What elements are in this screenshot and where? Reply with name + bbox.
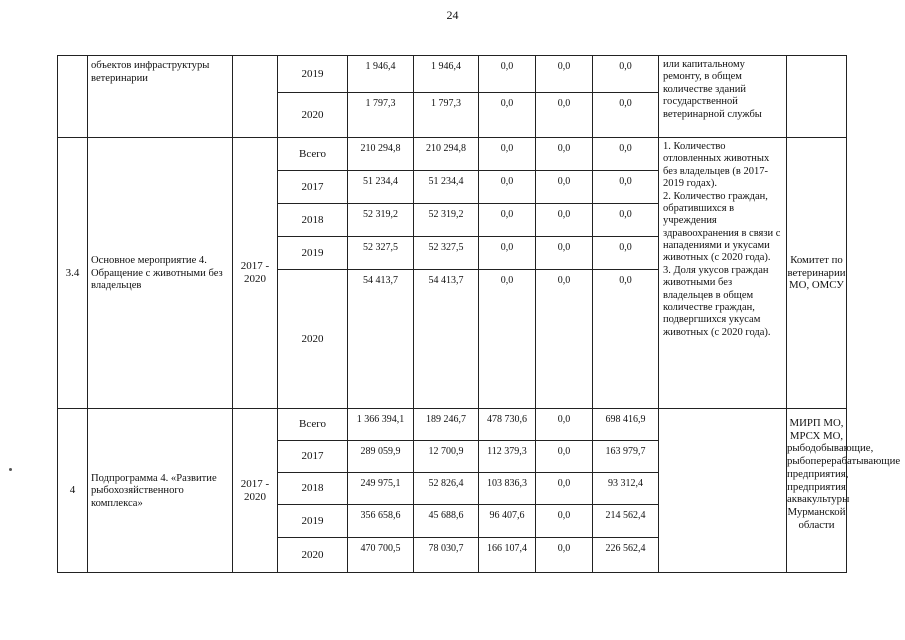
funding-value: 210 294,8 [348,138,414,171]
executor-text: Комитет по ветеринарии МО, ОМСУ [787,138,847,409]
funding-value: 0,0 [536,237,593,270]
funding-value: 0,0 [593,93,659,138]
funding-value: 1 797,3 [414,93,479,138]
funding-value: 1 366 394,1 [348,409,414,441]
table-row [58,138,847,171]
funding-value: 52 327,5 [414,237,479,270]
year-cell: 2020 [278,538,348,573]
funding-value: 1 946,4 [348,56,414,93]
funding-value: 0,0 [479,56,536,93]
activity-name: Подпрограмма 4. «Развитие рыбохозяйственного комплекса» [88,409,233,573]
year-cell: 2017 [278,441,348,473]
table-row [58,409,847,441]
funding-value: 52 826,4 [414,473,479,505]
year-cell: 2020 [278,93,348,138]
funding-value: 163 979,7 [593,441,659,473]
funding-value: 103 836,3 [479,473,536,505]
row-index: 4 [58,409,88,573]
year-cell: Всего [278,409,348,441]
indicators-text [659,409,787,573]
funding-value: 698 416,9 [593,409,659,441]
funding-value: 189 246,7 [414,409,479,441]
funding-value: 0,0 [479,171,536,204]
budget-table-body [58,56,901,573]
funding-value: 0,0 [536,138,593,171]
funding-value: 112 379,3 [479,441,536,473]
year-cell: Всего [278,138,348,171]
funding-value: 214 562,4 [593,505,659,538]
funding-value: 96 407,6 [479,505,536,538]
year-cell: 2018 [278,473,348,505]
funding-value: 0,0 [479,138,536,171]
funding-value: 478 730,6 [479,409,536,441]
implementation-period: 2017 - 2020 [233,409,278,573]
row-index: 3.4 [58,138,88,409]
funding-value: 470 700,5 [348,538,414,573]
year-cell: 2020 [278,270,348,409]
funding-value: 0,0 [536,171,593,204]
funding-value: 0,0 [479,204,536,237]
budget-table [57,55,901,573]
year-cell: 2018 [278,204,348,237]
funding-value: 1 946,4 [414,56,479,93]
funding-value: 166 107,4 [479,538,536,573]
funding-value: 0,0 [593,270,659,409]
funding-value: 0,0 [536,441,593,473]
funding-value: 0,0 [593,204,659,237]
indicators-text: или капитальному ремонту, в общем количестве зданий государственной ветеринарной службы [659,56,787,138]
funding-value: 210 294,8 [414,138,479,171]
funding-value: 0,0 [593,138,659,171]
funding-value: 51 234,4 [414,171,479,204]
funding-value: 54 413,7 [348,270,414,409]
funding-value: 289 059,9 [348,441,414,473]
funding-value: 356 658,6 [348,505,414,538]
year-cell: 2019 [278,505,348,538]
implementation-period: 2017 - 2020 [233,138,278,409]
table-row [58,56,847,93]
funding-value: 0,0 [593,171,659,204]
scan-speck [9,468,12,471]
funding-value: 0,0 [536,204,593,237]
funding-value: 0,0 [536,473,593,505]
executor-text: МИРП МО, МРСХ МО, рыбодобывающие, рыбоперерабатывающие предприятия, предприятия аквакультуры Мурманской области [787,409,847,573]
funding-value: 93 312,4 [593,473,659,505]
funding-value: 0,0 [593,56,659,93]
year-cell: 2019 [278,237,348,270]
year-cell: 2019 [278,56,348,93]
funding-value: 0,0 [536,56,593,93]
funding-value: 0,0 [479,237,536,270]
funding-value: 1 797,3 [348,93,414,138]
funding-value: 12 700,9 [414,441,479,473]
activity-name: объектов инфраструктуры ветеринарии [88,56,233,138]
implementation-period [233,56,278,138]
funding-value: 0,0 [536,93,593,138]
funding-value: 52 319,2 [348,204,414,237]
funding-value: 54 413,7 [414,270,479,409]
funding-value: 0,0 [536,270,593,409]
row-index [58,56,88,138]
funding-value: 0,0 [536,538,593,573]
funding-value: 0,0 [536,505,593,538]
funding-value: 0,0 [536,409,593,441]
page-number: 24 [446,8,459,22]
year-cell: 2017 [278,171,348,204]
funding-value: 226 562,4 [593,538,659,573]
funding-value: 45 688,6 [414,505,479,538]
activity-name: Основное мероприятие 4. Обращение с животными без владельцев [88,138,233,409]
funding-value: 0,0 [479,270,536,409]
funding-value: 0,0 [479,93,536,138]
funding-value: 78 030,7 [414,538,479,573]
funding-value: 249 975,1 [348,473,414,505]
funding-value: 52 327,5 [348,237,414,270]
funding-value: 51 234,4 [348,171,414,204]
funding-value: 52 319,2 [414,204,479,237]
executor-text [787,56,847,138]
indicators-text: 1. Количество отловленных животных без владельцев (в 2017-2019 годах). 2. Количество граждан, обратившихся в учреждения здравоохранения в связи с нападениями и укусами животных (с 2020 года). 3. Доля укусов граждан животными без владельцев в общем количестве граждан, подвергшихся укусам животных (с 2020 года). [659,138,787,409]
funding-value: 0,0 [593,237,659,270]
